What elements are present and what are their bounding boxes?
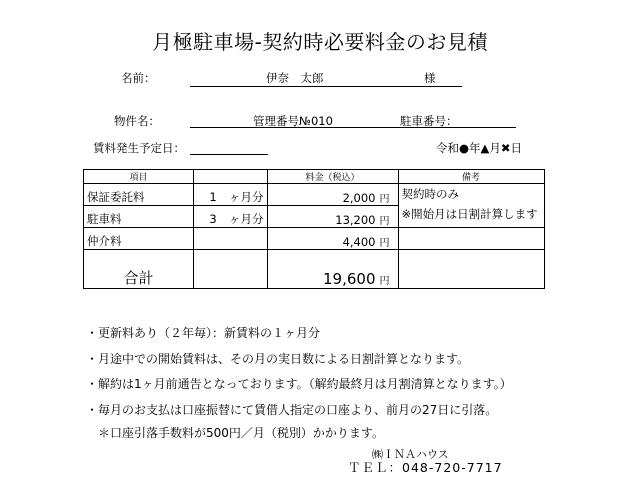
item-cell: 仲介料 xyxy=(84,228,194,250)
rent-start-label: 賃料発生予定日： xyxy=(93,141,185,155)
amount-cell xyxy=(267,228,398,250)
total-label: 合計 xyxy=(123,269,154,287)
remarks-cell xyxy=(398,184,544,228)
estimate-table xyxy=(83,169,545,289)
company-tel: ＴＥＬ：048-720-7717 xyxy=(348,460,503,475)
qty-cell xyxy=(194,228,268,250)
amount-value: 4,400 xyxy=(342,235,376,249)
table-header-row xyxy=(84,170,545,184)
header-remarks: 備考 xyxy=(398,170,544,184)
total-qty-cell xyxy=(194,250,268,289)
yen-unit: 円 xyxy=(379,194,390,205)
item-cell: 保証委託料 xyxy=(84,184,194,206)
total-remarks-cell xyxy=(398,250,544,289)
total-row xyxy=(84,250,545,289)
note-line: ・解約は1ヶ月前通告となっております。（解約最終月は月割清算となります。） xyxy=(86,377,512,391)
total-yen-unit: 円 xyxy=(379,276,390,287)
page-title: 月極駐車場-契約時必要料金のお見積 xyxy=(152,30,488,54)
parking-label: 駐車番号： xyxy=(400,114,458,128)
property-label: 物件名： xyxy=(114,114,160,128)
remark-line: 契約時のみ xyxy=(401,187,459,201)
qty-cell xyxy=(194,184,268,206)
remarks-cell xyxy=(398,228,544,250)
rent-start-underline xyxy=(190,154,268,155)
qty-value: 1 xyxy=(209,190,217,204)
company-name: ㈱ＩＮＡハウス xyxy=(372,448,449,461)
total-amount-cell xyxy=(267,250,398,289)
property-value: 管理番号№010 xyxy=(253,114,333,128)
amount-value: 2,000 xyxy=(342,191,376,205)
header-amount: 料金（税込） xyxy=(267,170,398,184)
qty-cell xyxy=(194,206,268,228)
note-line: ・更新料あり（２年毎）：新賃料の１ヶ月分 xyxy=(86,326,321,340)
qty-value: 3 xyxy=(209,212,217,226)
header-item: 項目 xyxy=(84,170,194,184)
amount-value: 13,200 xyxy=(335,213,376,227)
name-suffix: 様 xyxy=(424,71,436,85)
total-label-cell xyxy=(84,250,194,289)
qty-unit: ヶ月分 xyxy=(229,212,264,226)
note-line: ＊口座引落手数料が500円／月（税別）かかります。 xyxy=(98,426,384,440)
yen-unit: 円 xyxy=(379,238,390,249)
name-label: 名前： xyxy=(121,71,156,85)
header-qty xyxy=(194,170,268,184)
yen-unit: 円 xyxy=(379,216,390,227)
date-text: 令和●年▲月✖日 xyxy=(436,141,523,155)
qty-unit: ヶ月分 xyxy=(229,190,264,204)
table-row xyxy=(84,184,545,206)
item-cell: 駐車料 xyxy=(84,206,194,228)
name-underline xyxy=(190,86,462,87)
amount-cell xyxy=(267,206,398,228)
amount-cell xyxy=(267,184,398,206)
table-row xyxy=(84,228,545,250)
note-line: ・月途中での開始賃料は、その月の実日数による日割計算となります。 xyxy=(86,352,470,366)
name-value: 伊奈 太郎 xyxy=(266,71,324,85)
property-underline xyxy=(190,127,516,128)
note-line: ・毎月のお支払は口座振替にて賃借人指定の口座より、前月の27日に引落。 xyxy=(86,403,498,417)
remark-line: ※開始月は日割計算します xyxy=(401,207,538,221)
total-amount: 19,600 xyxy=(323,270,376,288)
